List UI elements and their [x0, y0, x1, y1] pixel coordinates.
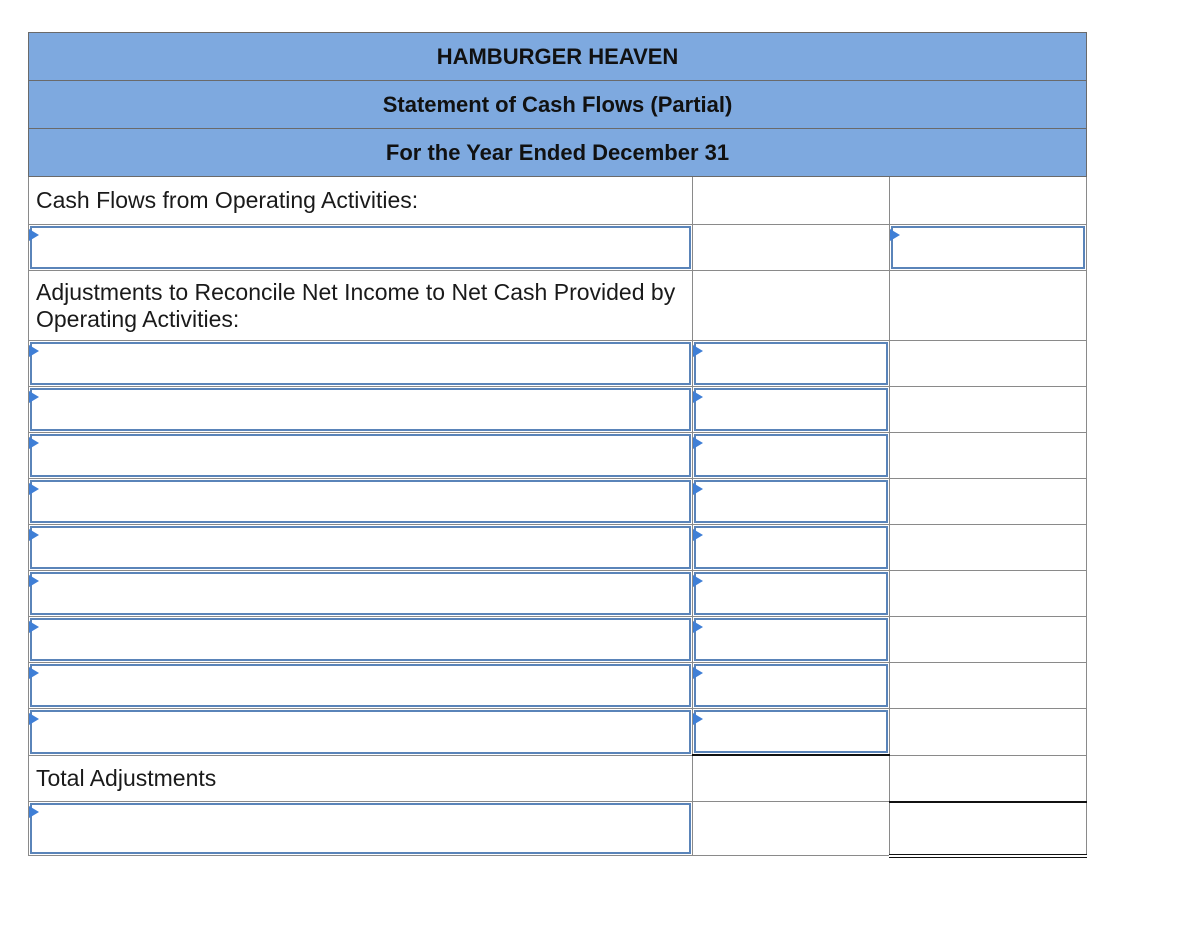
dropdown-marker-icon — [29, 529, 39, 541]
dropdown-marker-icon — [693, 345, 703, 357]
total-adjustments-row — [29, 755, 1087, 802]
adjustment-row — [29, 571, 1087, 617]
adjustment-label-cell — [29, 709, 693, 756]
dropdown-marker-icon — [29, 229, 39, 241]
adjustment-label-cell — [29, 571, 693, 617]
adjustment-label-select[interactable] — [30, 480, 691, 523]
operating-activities-label: Cash Flows from Operating Activities: — [29, 177, 693, 225]
net-cash-label-select[interactable] — [30, 803, 691, 854]
blank-cell — [890, 709, 1087, 756]
adjustment-amount-input[interactable] — [694, 342, 888, 385]
dropdown-marker-icon — [29, 437, 39, 449]
adjustment-amount-cell — [693, 387, 890, 433]
dropdown-marker-icon — [693, 483, 703, 495]
dropdown-marker-icon — [693, 713, 703, 725]
blank-cell — [693, 225, 890, 271]
blank-cell — [890, 479, 1087, 525]
blank-cell — [693, 755, 890, 802]
adjustment-amount-input[interactable] — [694, 434, 888, 477]
dropdown-marker-icon — [890, 229, 900, 241]
statement-table — [28, 32, 1087, 858]
statement-title: Statement of Cash Flows (Partial) — [29, 81, 1087, 129]
adjustment-row — [29, 709, 1087, 756]
adjustment-row — [29, 525, 1087, 571]
adjustment-label-cell — [29, 433, 693, 479]
blank-cell — [890, 341, 1087, 387]
blank-cell — [890, 433, 1087, 479]
adjustment-label-select[interactable] — [30, 434, 691, 477]
dropdown-marker-icon — [29, 667, 39, 679]
blank-cell — [890, 617, 1087, 663]
adjustment-label-cell — [29, 341, 693, 387]
blank-cell — [890, 177, 1087, 225]
adjustment-label-cell — [29, 525, 693, 571]
dropdown-marker-icon — [29, 345, 39, 357]
header-row-period — [29, 129, 1087, 177]
net-income-label-cell — [29, 225, 693, 271]
adjustment-row — [29, 433, 1087, 479]
net-cash-row — [29, 802, 1087, 856]
net-income-amount-cell — [890, 225, 1087, 271]
statement-period: For the Year Ended December 31 — [29, 129, 1087, 177]
adjustment-amount-cell — [693, 433, 890, 479]
dropdown-marker-icon — [693, 437, 703, 449]
adjustment-row — [29, 663, 1087, 709]
dropdown-marker-icon — [29, 391, 39, 403]
blank-cell — [890, 525, 1087, 571]
dropdown-marker-icon — [693, 575, 703, 587]
blank-cell — [890, 271, 1087, 341]
adjustment-amount-input[interactable] — [694, 618, 888, 661]
adjustment-row — [29, 387, 1087, 433]
adjustment-label-cell — [29, 617, 693, 663]
dropdown-marker-icon — [693, 667, 703, 679]
adjustment-row — [29, 479, 1087, 525]
adjustment-row — [29, 341, 1087, 387]
dropdown-marker-icon — [29, 575, 39, 587]
adjustment-amount-cell — [693, 571, 890, 617]
net-income-label-select[interactable] — [30, 226, 691, 269]
adjustment-amount-input[interactable] — [694, 388, 888, 431]
net-income-row — [29, 225, 1087, 271]
adjustments-heading-row — [29, 271, 1087, 341]
adjustment-label-select[interactable] — [30, 342, 691, 385]
blank-cell — [890, 571, 1087, 617]
adjustment-amount-cell — [693, 709, 890, 756]
header-row-company — [29, 33, 1087, 81]
adjustment-amount-cell — [693, 663, 890, 709]
blank-cell — [890, 387, 1087, 433]
total-adjustments-label: Total Adjustments — [29, 755, 693, 802]
net-cash-amount[interactable] — [890, 802, 1087, 856]
dropdown-marker-icon — [29, 806, 39, 818]
dropdown-marker-icon — [29, 713, 39, 725]
total-adjustments-amount[interactable] — [890, 755, 1087, 802]
adjustments-label: Adjustments to Reconcile Net Income to Net Cash Provided by Operating Activities: — [29, 271, 693, 341]
adjustment-label-select[interactable] — [30, 618, 691, 661]
dropdown-marker-icon — [693, 391, 703, 403]
dropdown-marker-icon — [29, 483, 39, 495]
header-row-statement — [29, 81, 1087, 129]
adjustment-label-select[interactable] — [30, 710, 691, 754]
blank-cell — [693, 802, 890, 856]
adjustment-amount-input[interactable] — [694, 710, 888, 753]
adjustment-label-select[interactable] — [30, 664, 691, 707]
adjustment-amount-input[interactable] — [694, 480, 888, 523]
adjustment-row — [29, 617, 1087, 663]
blank-cell — [890, 663, 1087, 709]
dropdown-marker-icon — [29, 621, 39, 633]
adjustment-amount-cell — [693, 525, 890, 571]
blank-cell — [693, 271, 890, 341]
net-cash-label-cell — [29, 802, 693, 856]
dropdown-marker-icon — [693, 621, 703, 633]
adjustment-amount-cell — [693, 617, 890, 663]
cash-flow-worksheet — [28, 32, 1086, 858]
adjustment-amount-input[interactable] — [694, 572, 888, 615]
adjustment-amount-input[interactable] — [694, 664, 888, 707]
dropdown-marker-icon — [693, 529, 703, 541]
adjustment-amount-cell — [693, 479, 890, 525]
company-name: HAMBURGER HEAVEN — [29, 33, 1087, 81]
net-income-amount-input[interactable] — [891, 226, 1085, 269]
adjustment-amount-cell — [693, 341, 890, 387]
adjustment-label-select[interactable] — [30, 388, 691, 431]
adjustment-label-cell — [29, 479, 693, 525]
adjustment-label-cell — [29, 663, 693, 709]
adjustment-label-select[interactable] — [30, 526, 691, 569]
blank-cell — [693, 177, 890, 225]
operating-heading-row — [29, 177, 1087, 225]
adjustment-amount-input[interactable] — [694, 526, 888, 569]
adjustment-label-cell — [29, 387, 693, 433]
adjustment-label-select[interactable] — [30, 572, 691, 615]
